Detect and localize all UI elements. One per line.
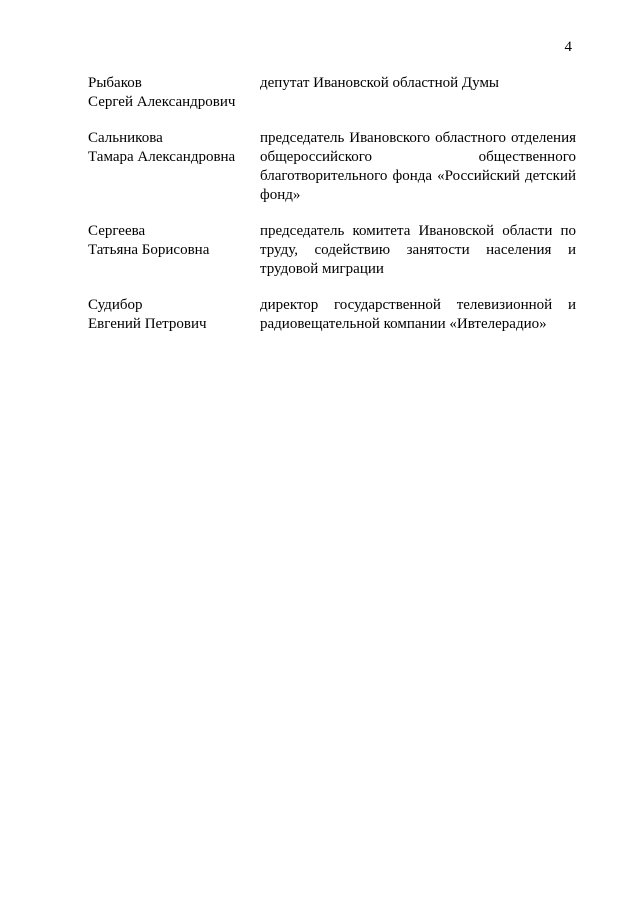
member-surname: Сальникова <box>88 130 163 146</box>
member-entry <box>88 222 576 279</box>
page-number: 4 <box>564 39 572 55</box>
member-entry <box>88 129 576 205</box>
member-name <box>88 222 260 279</box>
member-given-names: Татьяна Борисовна <box>88 242 210 258</box>
member-given-names: Сергей Александрович <box>88 94 236 110</box>
member-name <box>88 129 260 205</box>
member-position: директор государственной телевизионной и радиовещательной компании «Ивтелерадио» <box>260 297 576 332</box>
member-entry <box>88 74 576 112</box>
members-list <box>88 74 576 351</box>
member-name <box>88 296 260 334</box>
member-entry <box>88 296 576 334</box>
member-position: председатель Ивановского областного отделения общероссийского общественного благотворительного фонда «Российский детский фонд» <box>260 130 576 203</box>
member-position: председатель комитета Ивановской области по труду, содействию занятости населения и трудовой миграции <box>260 223 576 277</box>
member-given-names: Тамара Александровна <box>88 149 236 165</box>
member-given-names: Евгений Петрович <box>88 316 207 332</box>
member-name <box>88 74 260 112</box>
member-surname: Судибор <box>88 297 143 313</box>
member-position: депутат Ивановской областной Думы <box>260 75 500 91</box>
member-surname: Сергеева <box>88 223 146 239</box>
member-surname: Рыбаков <box>88 75 142 91</box>
